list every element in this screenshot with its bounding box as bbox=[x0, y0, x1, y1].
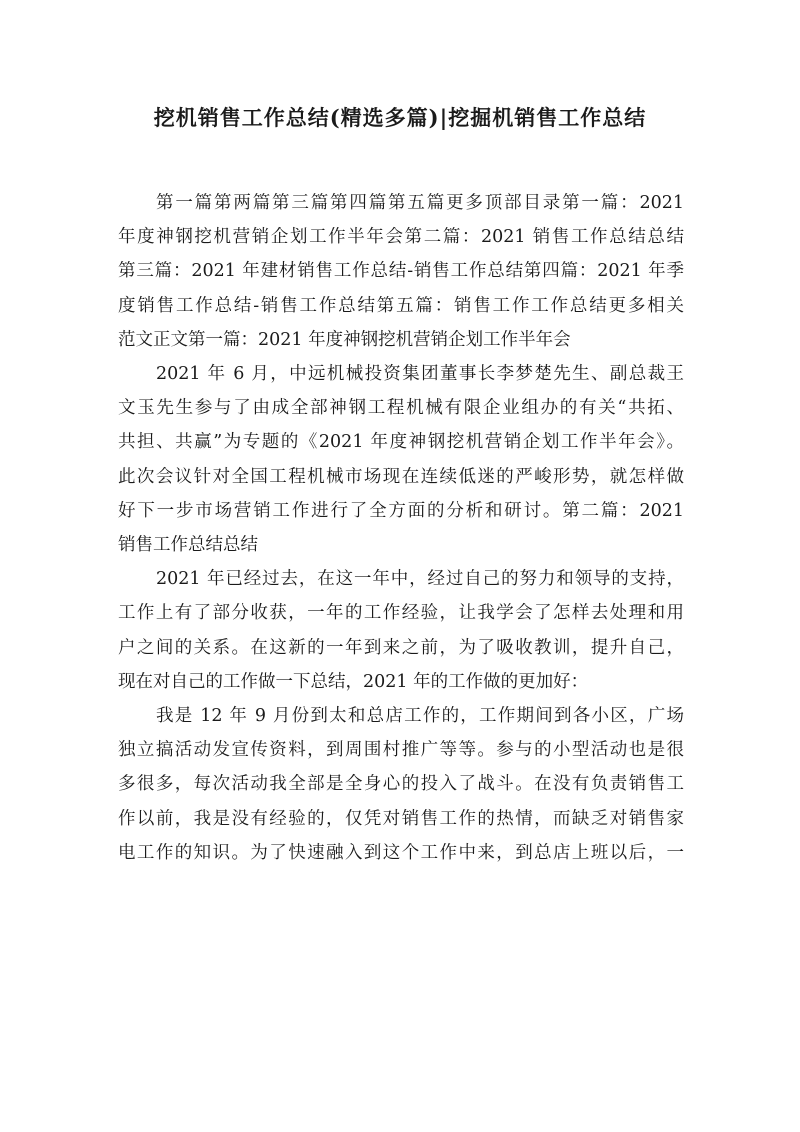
text-line: 范文正文第一篇：2021 年度神钢挖机营销企划工作半年会 bbox=[118, 329, 571, 350]
document-body bbox=[118, 186, 684, 870]
text-line: 第一篇第两篇第三篇第四篇第五篇更多顶部目录第一篇：2021 bbox=[156, 193, 684, 213]
text-line: 独立搞活动发宣传资料，到周围村推广等等。参与的小型活动也是很 bbox=[118, 740, 684, 761]
text-line: 户之间的关系。在这新的一年到来之前，为了吸收教训，提升自己， bbox=[118, 637, 684, 658]
paragraph-toc bbox=[118, 186, 684, 357]
text-line: 度销售工作总结-销售工作总结第五篇：销售工作工作总结更多相关 bbox=[118, 295, 684, 316]
text-line: 作以前，我是没有经验的，仅凭对销售工作的热情，而缺乏对销售家 bbox=[118, 808, 684, 829]
text-line: 2021 年 6 月，中远机械投资集团董事长李梦楚先生、副总裁王 bbox=[156, 364, 684, 385]
text-line: 文玉先生参与了由成全部神钢工程机械有限企业组办的有关“共拓、 bbox=[118, 398, 684, 419]
text-line: 现在对自己的工作做一下总结，2021 年的工作做的更加好： bbox=[118, 671, 589, 692]
text-line: 销售工作总结总结 bbox=[118, 535, 258, 556]
paragraph-experience bbox=[118, 699, 684, 870]
text-line: 电工作的知识。为了快速融入到这个工作中来，到总店上班以后，一 bbox=[118, 842, 684, 863]
text-line: 共担、共赢”为专题的《2021 年度神钢挖机营销企划工作半年会》。 bbox=[118, 432, 684, 453]
text-line: 年度神钢挖机营销企划工作半年会第二篇：2021 销售工作总结总结 bbox=[118, 227, 684, 248]
paragraph-meeting bbox=[118, 357, 684, 562]
text-line: 2021 年已经过去，在这一年中，经过自己的努力和领导的支持， bbox=[156, 569, 684, 590]
document-title: 挖机销售工作总结(精选多篇)|挖掘机销售工作总结 bbox=[153, 105, 647, 130]
text-line: 好下一步市场营销工作进行了全方面的分析和研讨。第二篇：2021 bbox=[118, 500, 684, 521]
paragraph-summary-intro bbox=[118, 562, 684, 699]
text-line: 此次会议针对全国工程机械市场现在连续低迷的严峻形势，就怎样做 bbox=[118, 466, 684, 487]
text-line: 多很多，每次活动我全部是全身心的投入了战斗。在没有负责销售工 bbox=[118, 774, 684, 795]
text-line: 第三篇：2021 年建材销售工作总结-销售工作总结第四篇：2021 年季 bbox=[118, 261, 684, 282]
text-line: 工作上有了部分收获，一年的工作经验，让我学会了怎样去处理和用 bbox=[118, 603, 684, 624]
text-line: 我是 12 年 9 月份到太和总店工作的，工作期间到各小区，广场 bbox=[156, 706, 684, 727]
